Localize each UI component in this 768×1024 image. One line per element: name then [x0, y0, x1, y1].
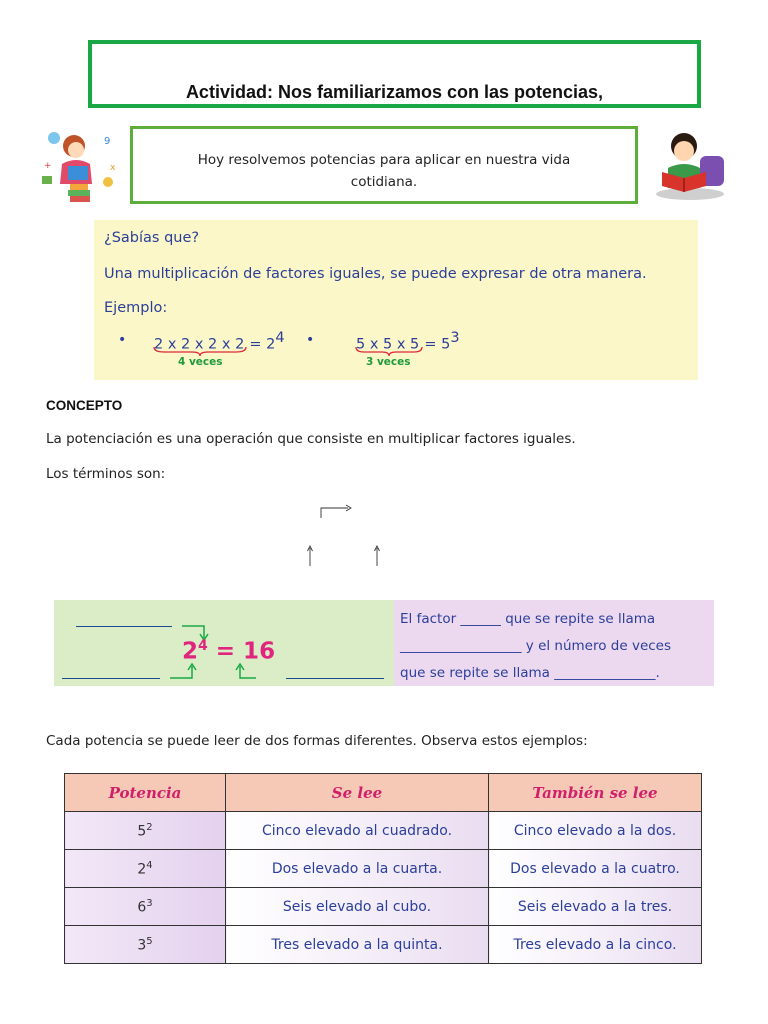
boy-reading-illustration [650, 126, 730, 202]
reading-1: Dos elevado a la cuarta. [226, 850, 489, 888]
terms-sentence-panel [394, 600, 714, 686]
reading-2: Dos elevado a la cuatro. [489, 850, 702, 888]
table-row [65, 850, 702, 888]
powers-table [64, 773, 702, 964]
power-base: 6 [137, 899, 147, 916]
example-1-exponent: 4 [275, 330, 285, 346]
header-se-lee: Se lee [226, 774, 489, 812]
result-blank [286, 678, 384, 679]
reading-2: Cinco elevado a la dos. [489, 812, 702, 850]
example-1-product: 2 x 2 x 2 x 2 [154, 336, 245, 353]
did-you-know-panel [94, 220, 698, 380]
exponent-blank [76, 626, 172, 627]
power-result: = 16 [215, 638, 276, 665]
power-equation [182, 638, 275, 665]
reading-2: Tres elevado a la cinco. [489, 926, 702, 964]
power-exponent: 4 [198, 638, 208, 654]
bullet-icon: • [306, 332, 315, 348]
power-exponent: 4 [146, 859, 153, 871]
terms-sentence-line-3: que se repite se llama _______________. [400, 665, 660, 681]
header-potencia: Potencia [65, 774, 226, 812]
power-cell [65, 888, 226, 926]
power-base: 2 [182, 638, 199, 665]
example-2-exponent: 3 [450, 330, 460, 346]
table-row [65, 888, 702, 926]
example-1-count: 4 veces [178, 356, 223, 368]
power-exponent: 3 [146, 897, 153, 909]
example-1-brace [152, 346, 248, 356]
power-cell [65, 850, 226, 888]
objective-box [130, 126, 638, 204]
svg-text:x: x [110, 163, 116, 173]
example-2-brace [354, 346, 424, 356]
did-you-know-question: ¿Sabías que? [104, 230, 200, 246]
header-tambien-se-lee: También se lee [489, 774, 702, 812]
activity-title: Actividad: Nos familiarizamos con las potencias, [185, 82, 604, 102]
concept-heading: CONCEPTO [46, 398, 123, 413]
svg-text:9: 9 [104, 136, 111, 147]
reading-1: Seis elevado al cubo. [226, 888, 489, 926]
power-cell [65, 812, 226, 850]
example-2-product: 5 x 5 x 5 [356, 336, 420, 353]
power-cell [65, 926, 226, 964]
example-2-result: = 5 [424, 336, 451, 353]
table-header-row [65, 774, 702, 812]
base-blank [62, 678, 160, 679]
table-row [65, 926, 702, 964]
example-2-count: 3 veces [366, 356, 411, 368]
reading-1: Cinco elevado al cuadrado. [226, 812, 489, 850]
terms-sentence [400, 606, 708, 687]
reading-2: Seis elevado a la tres. [489, 888, 702, 926]
title-box [88, 40, 701, 108]
power-base: 3 [137, 937, 147, 954]
terms-sentence-line-2: __________________ y el número de veces [400, 638, 672, 654]
example-label: Ejemplo: [104, 300, 168, 316]
reading-1: Tres elevado a la quinta. [226, 926, 489, 964]
table-row [65, 812, 702, 850]
bullet-icon: • [118, 332, 127, 348]
did-you-know-text: Una multiplicación de factores iguales, se puede expresar de otra manera. [104, 266, 647, 282]
terms-diagram-panel [54, 600, 394, 686]
example-1-result: = 2 [249, 336, 276, 353]
power-exponent: 2 [146, 821, 153, 833]
reading-intro: Cada potencia se puede leer de dos formas diferentes. Observa estos ejemplos: [46, 733, 588, 749]
power-base: 5 [137, 823, 147, 840]
power-base: 2 [137, 861, 147, 878]
girl-reading-illustration [38, 124, 122, 204]
svg-text:+: + [44, 161, 52, 171]
objective-text: Hoy resolvemos potencias para aplicar en nuestra vida cotidiana. [197, 152, 571, 190]
terms-arrows [300, 500, 390, 572]
concept-definition: La potenciación es una operación que consiste en multiplicar factores iguales. [46, 431, 576, 447]
terms-sentence-line-1: El factor ______ que se repite se llama [400, 611, 656, 627]
power-exponent: 5 [146, 935, 153, 947]
terms-label: Los términos son: [46, 466, 166, 482]
